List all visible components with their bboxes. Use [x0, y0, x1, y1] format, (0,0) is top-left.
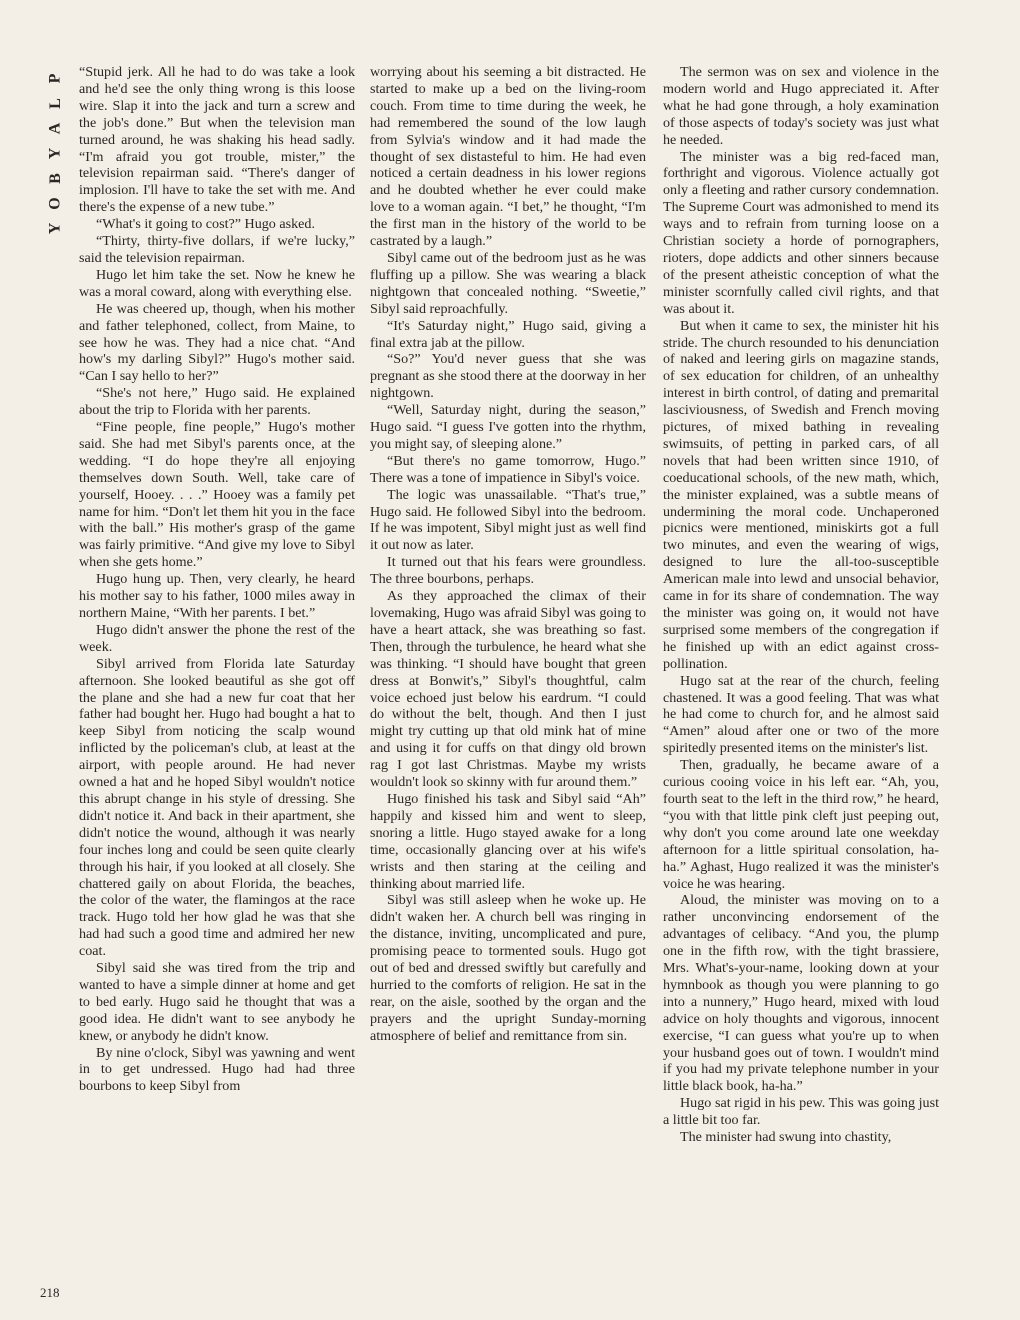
paragraph: The minister was a big red-faced man, forthright and vigorous. Violence actually got only a fleeting and rather cursory condemnation. The Supreme Court was admonished to mend its ways and to refrain from turning loose on a Christian society a horde of pornographers, rioters, dope addicts and other sinners because of the present atheistic conception of what the minister scornfully called civil rights, and that was about it. [663, 148, 939, 317]
paragraph: “Thirty, thirty-five dollars, if we're lucky,” said the television repairman. [79, 233, 355, 266]
paragraph: Sibyl arrived from Florida late Saturday afternoon. She looked beautiful as she got off the plane and she had a new fur coat that her father had bought her. Hugo had bought a hat to keep Sibyl from noticing the scalp wound inflicted by the policeman's club, at least at the airport, with people around. He had never owned a hat and he hoped Sibyl wouldn't notice this abrupt change in his style of dressing. She didn't notice it. And back in their apartment, she didn't notice the wound, although it was nearly four inches long and could be seen quite clearly through his hair, if you looked at all closely. She chattered gaily on about Florida, the beaches, the color of the water, the flamingos at the race track. Hugo told her how glad he was that she had had such a good time and admired her new coat. [79, 655, 355, 960]
paragraph: Aloud, the minister was moving on to a rather unconvincing endorsement of the advantages of celibacy. “And you, the plump one in the fifth row, with the tight brassiere, Mrs. What's-your-name, looking down at your hymnbook as though you were planning to go into a nunnery,” Hugo heard, mixed with loud advice on holy thoughts and vigorous, innocent exercise, “I can guess what you're up to when your husband goes out of town. I wouldn't mind if you had my private telephone number in your little black book, ha-ha.” [663, 892, 939, 1095]
sidebar-letter: B [46, 173, 64, 184]
paragraph: As they approached the climax of their lovemaking, Hugo was afraid Sibyl was going to have a heart attack, she was breathing so fast. Then, through the turbulence, he heard what she was thinking. “I should have bought that green dress at Bonwit's,” Sibyl's thoughtful, calm voice echoed just below his eardrum. “I could do without the belt, though. And then I just might try cutting up that old mink hat of mine and using it for cuffs on that dingy old brown rag I got last Christmas. Maybe my wrists wouldn't look so skinny with fur around them.” [370, 588, 646, 791]
magazine-sidebar-logo [40, 66, 70, 241]
paragraph: “So?” You'd never guess that she was pregnant as she stood there at the doorway in her nightgown. [370, 351, 646, 402]
paragraph: “But there's no game tomorrow, Hugo.” There was a tone of impatience in Sibyl's voice. [370, 452, 646, 486]
paragraph: By nine o'clock, Sibyl was yawning and went in to get undressed. Hugo had had three bourbons to keep Sibyl from [79, 1044, 355, 1095]
paragraph: Hugo didn't answer the phone the rest of the week. [79, 621, 355, 655]
paragraph: Hugo finished his task and Sibyl said “Ah” happily and kissed him and went to sleep, snoring a little. Hugo stayed awake for a long time, occasionally glancing over at his wife's wrists and then staring at the ceiling and thinking about married life. [370, 790, 646, 892]
text-column-2 [370, 64, 646, 1045]
sidebar-letter: Y [46, 222, 64, 235]
paragraph: Then, gradually, he became aware of a curious cooing voice in his left ear. “Ah, you, fourth seat to the left in the third row,” he heard, “you with that little pink cleft just peeping out, why don't you come around late one weekday afternoon for a little spiritual consolation, ha-ha.” Aghast, Hugo realized it was the minister's voice he was hearing. [663, 757, 939, 892]
paragraph: Hugo let him take the set. Now he knew he was a moral coward, along with everything else. [79, 266, 355, 300]
paragraph: “She's not here,” Hugo said. He explained about the trip to Florida with her parents. [79, 385, 355, 419]
paragraph: He was cheered up, though, when his mother and father telephoned, collect, from Maine, to see how he was. They had a nice chat. “And how's my darling Sibyl?” Hugo's mother said. “Can I say hello to her?” [79, 300, 355, 385]
paragraph: Hugo hung up. Then, very clearly, he heard his mother say to his father, 1000 miles away in northern Maine, “With her parents. I bet.” [79, 571, 355, 621]
paragraph: The logic was unassailable. “That's true,” Hugo said. He followed Sibyl into the bedroom. If he was impotent, Sibyl might just as well find it out now as later. [370, 486, 646, 554]
paragraph: Hugo sat rigid in his pew. This was going just a little bit too far. [663, 1095, 939, 1129]
paragraph: “What's it going to cost?” Hugo asked. [96, 216, 315, 233]
text-column-3 [663, 64, 939, 1146]
paragraph: But when it came to sex, the minister hit his stride. The church resounded to his denunciation of naked and leering girls on magazine stands, of sex education for children, of an unhealthy interest in birth control, of dating and premarital lasciviousness, of Swedish and French moving pictures, of mixed bathing in revealing swimsuits, of petting in parked cars, of all novels that had been written since 1910, of coeducational schools, of the new math, which, the minister explained, was a subtle means of undermining the moral code. Unchaperoned picnics were mentioned, miniskirts got a full two minutes, and even the wearing of wigs, designed to lure the all-too-susceptible American male into lewd and unsocial behavior, came in for its share of condemnation. The way the minister was going on, it would not have surprised some members of the congregation if he finished up with an edict against cross-pollination. [663, 317, 939, 672]
sidebar-letter: A [46, 122, 64, 135]
paragraph: Sibyl was still asleep when he woke up. He didn't waken her. A church bell was ringing in the distance, inviting, uncomplicated and pure, promising peace to tormented souls. Hugo got out of bed and dressed swiftly but carefully and hurried to the comforts of religion. He sat in the rear, on the aisle, soothed by the organ and the prayers and the upright Sunday-morning atmosphere of belief and remittance from sin. [370, 892, 646, 1044]
paragraph: “Fine people, fine people,” Hugo's mother said. She had met Sibyl's parents once, at the wedding. “I do hope they're all enjoying themselves down South. Well, take care of yourself, Hooey. . . .” Hooey was a family pet name for him. “Don't let them hit you in the face with the ball.” His mother's grasp of the game was fairly primitive. “And give my love to Sibyl when she gets home.” [79, 419, 355, 571]
sidebar-letter: P [46, 73, 64, 84]
paragraph: Hugo sat at the rear of the church, feeling chastened. It was a good feeling. That was what he had come to church for, and he almost said “Amen” aloud after one or two of the more spiritedly presented items on the minister's list. [663, 672, 939, 757]
sidebar-letter: O [46, 197, 64, 210]
paragraph: worrying about his seeming a bit distracted. He started to make up a bed on the living-room couch. From time to time during the week, he had remembered the sound of the low laugh from Sylvia's window and it had made the thought of sex distasteful to him. He had even noticed a certain deadness in his lower regions and he doubted whether he ever could make love to a woman again. “I bet,” he thought, “I'm the first man in the history of the world to be castrated by a laugh.” [370, 64, 646, 250]
paragraph: “Stupid jerk. All he had to do was take a look and he'd see the only thing wrong is this loose wire. Slap it into the jack and turn a screw and the job's done.” But when the television man turned around, he was shaking his head sadly. “I'm afraid you got trouble, mister,” the television repairman said. “There's danger of implosion. I'll have to take the set with me. And there's the expense of a new tube.” [79, 64, 355, 216]
paragraph: The sermon was on sex and violence in the modern world and Hugo appreciated it. After what he had gone through, a holy examination of those aspects of today's society was just what he needed. [663, 64, 939, 148]
paragraph: It turned out that his fears were groundless. The three bourbons, perhaps. [370, 554, 646, 588]
paragraph: “It's Saturday night,” Hugo said, giving a final extra jab at the pillow. [370, 317, 646, 351]
paragraph: Sibyl came out of the bedroom just as he was fluffing up a pillow. She was wearing a black nightgown that concealed nothing. “Sweetie,” Sibyl said reproachfully. [370, 249, 646, 317]
paragraph: “Well, Saturday night, during the season,” Hugo said. “I guess I've gotten into the rhythm, you might say, of sleeping alone.” [370, 402, 646, 452]
sidebar-letter: L [46, 98, 64, 109]
sidebar-letter: Y [46, 147, 64, 160]
paragraph: Sibyl said she was tired from the trip and wanted to have a simple dinner at home and get to bed early. Hugo said he thought that was a good idea. He didn't want to see anybody he knew, or anybody he didn't know. [79, 960, 355, 1044]
text-column-1 [79, 64, 355, 1095]
paragraph: The minister had swung into chastity, [680, 1129, 892, 1146]
page-number: 218 [40, 1285, 60, 1300]
